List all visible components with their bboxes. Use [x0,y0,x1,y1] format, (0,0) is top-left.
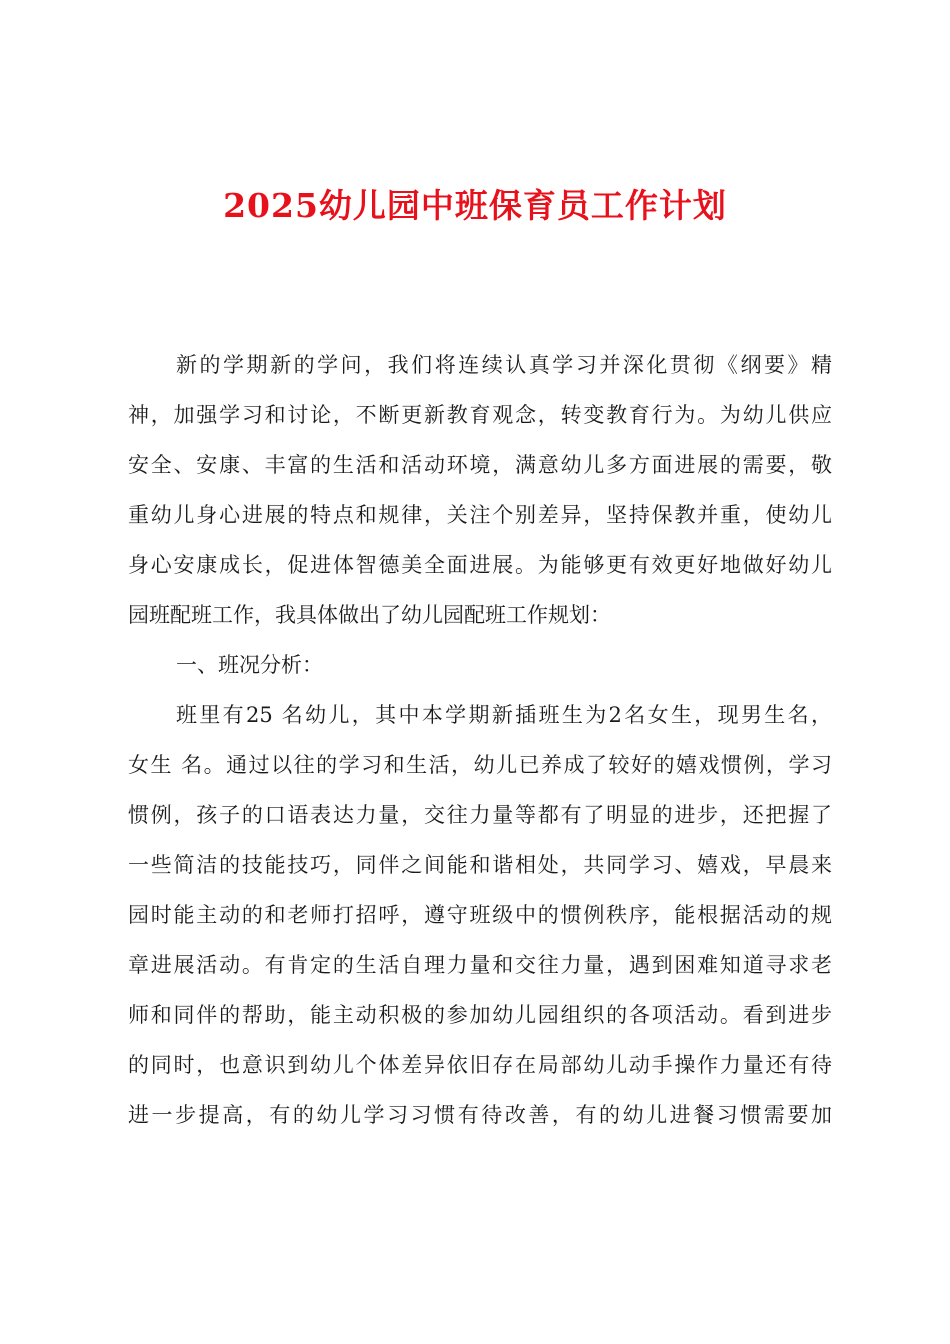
paragraph-line: 章进展活动。有肯定的生活自理力量和交往力量，遇到困难知道寻求老 [128,953,832,977]
paragraph-line: 园时能主动的和老师打招呼，遵守班级中的惯例秩序，能根据活动的规 [128,903,832,927]
paragraph-line: 师和同伴的帮助，能主动积极的参加幼儿园组织的各项活动。看到进步 [128,1003,832,1027]
paragraph-line: 安全、安康、丰富的生活和活动环境，满意幼儿多方面进展的需要，敬 [128,453,832,477]
paragraph-line: 进一步提高，有的幼儿学习习惯有待改善，有的幼儿进餐习惯需要加 [128,1103,832,1127]
paragraph-line: 身心安康成长，促进体智德美全面进展。为能够更有效更好地做好幼儿 [128,553,832,577]
section-heading: 一、班况分析： [176,653,323,677]
paragraph-line: 园班配班工作，我具体做出了幼儿园配班工作规划： [128,603,611,627]
paragraph-line: 的同时，也意识到幼儿个体差异依旧存在局部幼儿动手操作力量还有待 [128,1053,832,1077]
paragraph-line: 惯例，孩子的口语表达力量，交往力量等都有了明显的进步，还把握了 [128,803,832,827]
paragraph-line: 新的学期新的学问，我们将连续认真学习并深化贯彻《纲要》精 [176,353,832,377]
paragraph-line: 神，加强学习和讨论，不断更新教育观念，转变教育行为。为幼儿供应 [128,403,832,427]
paragraph-line: 一些简洁的技能技巧，同伴之间能和谐相处，共同学习、嬉戏，早晨来 [128,853,832,877]
paragraph-line: 班里有25 名幼儿，其中本学期新插班生为2名女生，现男生名， [176,703,832,727]
document-body [128,340,832,1140]
paragraph-line: 女生 名。通过以往的学习和生活，幼儿已养成了较好的嬉戏惯例，学习 [128,753,832,777]
paragraph-line: 重幼儿身心进展的特点和规律，关注个别差异，坚持保教并重，使幼儿 [128,503,832,527]
document-title: 2025幼儿园中班保育员工作计划 [223,186,727,225]
